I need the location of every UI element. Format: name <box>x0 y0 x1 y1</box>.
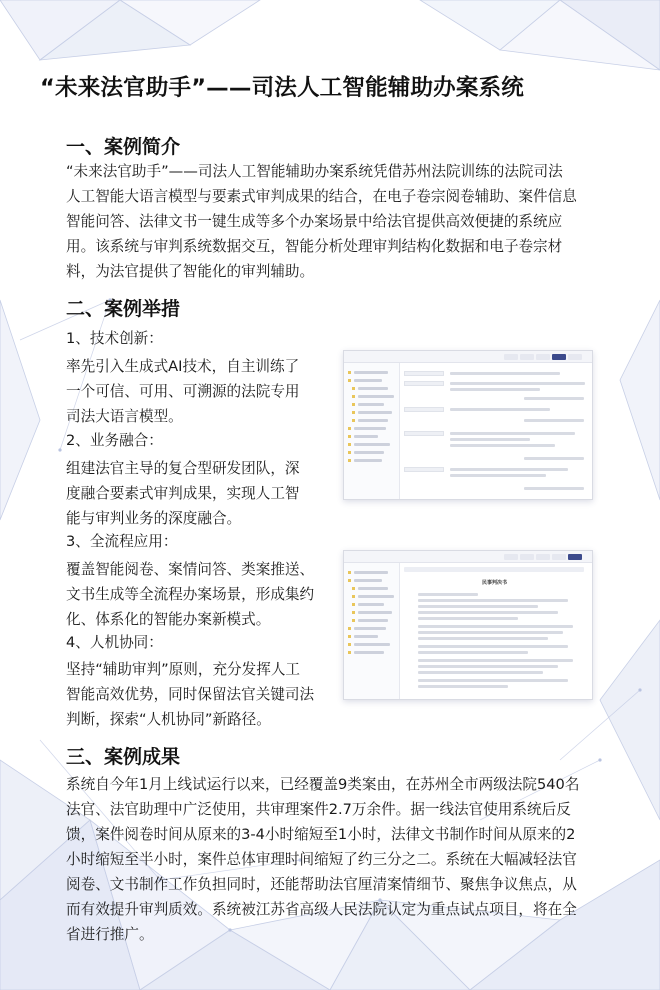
measure-title-humanai: 4、人机协同： <box>66 634 163 651</box>
measure-line: 一个可信、可用、可溯源的法院专用 <box>66 383 300 400</box>
measure-body-humanai <box>66 657 324 732</box>
intro-line: 料，为法官提供了智能化的审判辅助。 <box>66 263 315 280</box>
measure-line: 司法大语言模型。 <box>66 408 183 425</box>
results-line: 小时缩短至半小时，案件总体审理时间缩短了约三分之二。系统在大幅减轻法官 <box>66 851 577 868</box>
section-heading-measures: 二、案例举措 <box>66 298 181 320</box>
measure-line: 组建法官主导的复合型研发团队，深 <box>66 460 300 477</box>
section-heading-intro: 一、案例简介 <box>66 136 181 158</box>
intro-line: 智能问答、法律文书一键生成等多个办案场景中给法官提供高效便捷的系统应 <box>66 213 563 230</box>
results-line: 馈，案件阅卷时间从原来的3-4小时缩短至1小时，法律文书制作时间从原来的2 <box>66 826 576 843</box>
measure-line: 化、体系化的智能办案新模式。 <box>66 611 271 628</box>
measure-line: 度融合要素式审判成果，实现人工智 <box>66 485 300 502</box>
measure-body-business <box>66 456 324 531</box>
intro-line: “未来法官助手”——司法人工智能辅助办案系统凭借苏州法院训练的法院司法 <box>66 163 563 180</box>
section-heading-results: 三、案例成果 <box>66 746 181 768</box>
intro-line: 人工智能大语言模型与要素式审判成果的结合，在电子卷宗阅卷辅助、案件信息 <box>66 188 577 205</box>
results-line: 法官、法官助理中广泛使用，共审理案件2.7万余件。据一线法官使用系统后反 <box>66 801 571 818</box>
results-paragraph <box>66 772 606 947</box>
results-line: 系统自今年1月上线试运行以来，已经覆盖9类案由，在苏州全市两级法院540名 <box>66 776 580 793</box>
intro-line: 用。该系统与审判系统数据交互，智能分析处理审判结构化数据和电子卷宗材 <box>66 238 563 255</box>
system-screenshot-reader <box>343 350 593 500</box>
screenshot-content <box>404 367 588 495</box>
measure-body-tech <box>66 354 324 429</box>
results-line: 阅卷、文书制作工作负担同时，还能帮助法官厘清案情细节、聚焦争议焦点，从 <box>66 876 577 893</box>
system-screenshot-document <box>343 550 593 700</box>
measure-line: 率先引入生成式AI技术，自主训练了 <box>66 358 300 375</box>
screenshot-toolbar <box>344 551 592 563</box>
measure-line: 智能高效优势，同时保留法官关键司法 <box>66 686 315 703</box>
measure-line: 文书生成等全流程办案场景，形成集约 <box>66 586 315 603</box>
intro-paragraph <box>66 159 602 284</box>
measure-body-fullprocess <box>66 557 324 632</box>
screenshot-toolbar <box>344 351 592 363</box>
measure-title-tech: 1、技术创新： <box>66 330 163 347</box>
screenshot-file-tree <box>344 363 400 499</box>
measure-line: 覆盖智能阅卷、案情问答、类案推送、 <box>66 561 315 578</box>
screenshot-file-tree <box>344 563 400 699</box>
page-title: “未来法官助手”——司法人工智能辅助办案系统 <box>40 75 524 101</box>
results-line: 而有效提升审判质效。系统被江苏省高级人民法院认定为重点试点项目，将在全 <box>66 901 577 918</box>
screenshot-doc-title: 民事判决书 <box>482 580 508 586</box>
measure-title-fullprocess: 3、全流程应用： <box>66 533 178 550</box>
measure-line: 坚持“辅助审判”原则，充分发挥人工 <box>66 661 301 678</box>
screenshot-content <box>404 567 588 695</box>
results-line: 省进行推广。 <box>66 926 154 943</box>
measure-line: 能与审判业务的深度融合。 <box>66 510 242 527</box>
measure-title-business: 2、业务融合： <box>66 432 163 449</box>
measure-line: 判断，探索“人机协同”新路径。 <box>66 711 271 728</box>
